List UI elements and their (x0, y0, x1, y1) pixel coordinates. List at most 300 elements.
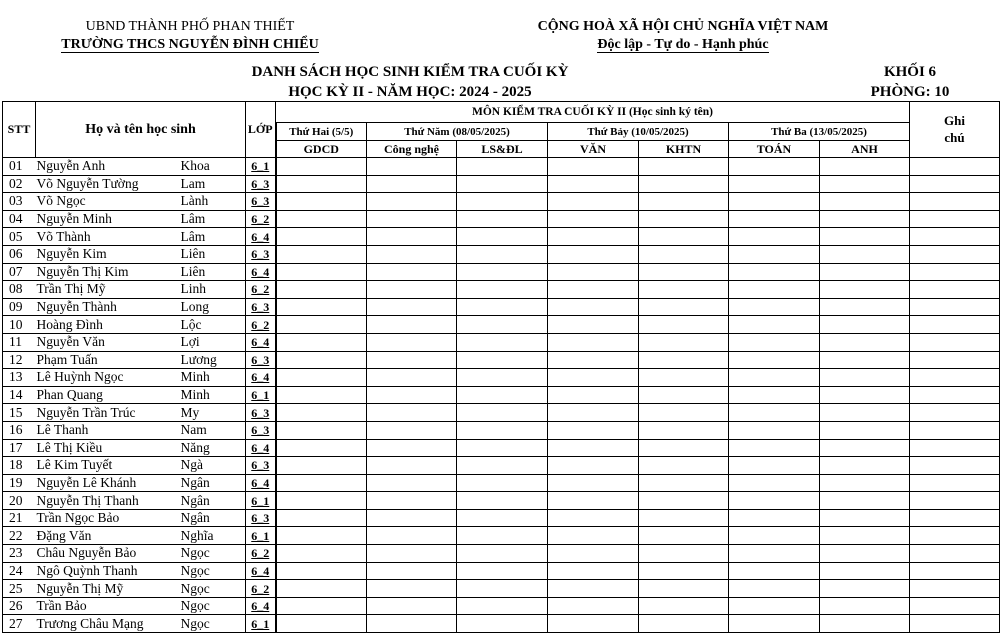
signature-cell[interactable] (276, 421, 367, 439)
signature-cell[interactable] (639, 527, 729, 545)
student-surname: Lê Thanh (36, 421, 181, 439)
signature-cell[interactable] (276, 404, 367, 422)
note-cell[interactable] (910, 263, 1000, 281)
student-given-name: Lương (181, 351, 246, 369)
student-surname: Lê Kim Tuyết (36, 457, 181, 475)
school-header (40, 18, 340, 54)
signature-cell[interactable] (820, 562, 910, 580)
signature-cell[interactable] (729, 421, 820, 439)
signature-cell[interactable] (367, 175, 457, 193)
signature-cell[interactable] (367, 562, 457, 580)
signature-cell[interactable] (276, 386, 367, 404)
signature-cell[interactable] (457, 527, 548, 545)
note-cell[interactable] (910, 228, 1000, 246)
signature-cell[interactable] (729, 439, 820, 457)
signature-cell[interactable] (276, 439, 367, 457)
note-cell[interactable] (910, 474, 1000, 492)
subject-header-khtn: KHTN (639, 141, 729, 158)
subject-header-gdcd: GDCD (276, 141, 367, 158)
signature-cell[interactable] (367, 404, 457, 422)
signature-cell[interactable] (457, 562, 548, 580)
signature-cell[interactable] (548, 210, 639, 228)
signature-cell[interactable] (367, 351, 457, 369)
signature-cell[interactable] (639, 562, 729, 580)
signature-cell[interactable] (639, 369, 729, 387)
signature-cell[interactable] (729, 281, 820, 299)
student-stt: 01 (3, 158, 36, 176)
day-header-thursday: Thứ Năm (08/05/2025) (367, 123, 548, 141)
signature-cell[interactable] (457, 386, 548, 404)
table-row (3, 245, 1000, 263)
student-class: 6_2 (246, 210, 276, 228)
signature-cell[interactable] (276, 351, 367, 369)
student-surname: Nguyễn Thị Thanh (36, 492, 181, 510)
table-row (3, 351, 1000, 369)
signature-cell[interactable] (276, 281, 367, 299)
signature-cell[interactable] (367, 369, 457, 387)
signature-cell[interactable] (276, 263, 367, 281)
note-cell[interactable] (910, 597, 1000, 615)
signature-cell[interactable] (276, 175, 367, 193)
signature-cell[interactable] (276, 474, 367, 492)
signature-cell[interactable] (548, 298, 639, 316)
signature-cell[interactable] (729, 545, 820, 563)
student-given-name: Lợi (181, 333, 246, 351)
signature-cell[interactable] (820, 193, 910, 211)
signature-cell[interactable] (729, 333, 820, 351)
signature-cell[interactable] (820, 386, 910, 404)
signature-cell[interactable] (548, 457, 639, 475)
note-cell[interactable] (910, 245, 1000, 263)
signature-cell[interactable] (548, 421, 639, 439)
student-class: 6_3 (246, 509, 276, 527)
table-row (3, 439, 1000, 457)
signature-cell[interactable] (548, 263, 639, 281)
signature-cell[interactable] (367, 281, 457, 299)
signature-cell[interactable] (729, 351, 820, 369)
signature-cell[interactable] (548, 474, 639, 492)
note-cell[interactable] (910, 193, 1000, 211)
signature-cell[interactable] (639, 615, 729, 633)
signature-cell[interactable] (820, 228, 910, 246)
signature-cell[interactable] (639, 351, 729, 369)
grade-room-block (855, 62, 965, 102)
signature-cell[interactable] (548, 509, 639, 527)
signature-cell[interactable] (639, 245, 729, 263)
signature-cell[interactable] (457, 210, 548, 228)
signature-cell[interactable] (729, 263, 820, 281)
note-cell[interactable] (910, 457, 1000, 475)
student-class: 6_4 (246, 597, 276, 615)
signature-cell[interactable] (367, 245, 457, 263)
note-cell[interactable] (910, 333, 1000, 351)
student-stt: 05 (3, 228, 36, 246)
signature-cell[interactable] (548, 316, 639, 334)
signature-cell[interactable] (820, 369, 910, 387)
signature-cell[interactable] (729, 580, 820, 598)
student-stt: 16 (3, 421, 36, 439)
signature-cell[interactable] (367, 457, 457, 475)
signature-cell[interactable] (729, 210, 820, 228)
note-cell[interactable] (910, 492, 1000, 510)
signature-cell[interactable] (820, 298, 910, 316)
signature-cell[interactable] (276, 245, 367, 263)
signature-cell[interactable] (367, 439, 457, 457)
student-class: 6_3 (246, 457, 276, 475)
signature-cell[interactable] (276, 333, 367, 351)
signature-cell[interactable] (820, 158, 910, 176)
note-cell[interactable] (910, 158, 1000, 176)
signature-cell[interactable] (457, 421, 548, 439)
student-given-name: Liên (181, 263, 246, 281)
signature-cell[interactable] (457, 580, 548, 598)
signature-cell[interactable] (820, 351, 910, 369)
signature-cell[interactable] (457, 333, 548, 351)
signature-cell[interactable] (729, 228, 820, 246)
signature-cell[interactable] (457, 509, 548, 527)
signature-cell[interactable] (367, 597, 457, 615)
student-stt: 24 (3, 562, 36, 580)
signature-cell[interactable] (367, 228, 457, 246)
signature-cell[interactable] (548, 386, 639, 404)
signature-cell[interactable] (276, 369, 367, 387)
note-cell[interactable] (910, 175, 1000, 193)
signature-cell[interactable] (729, 245, 820, 263)
signature-cell[interactable] (367, 298, 457, 316)
signature-cell[interactable] (457, 545, 548, 563)
signature-cell[interactable] (820, 316, 910, 334)
signature-cell[interactable] (820, 210, 910, 228)
student-given-name: Năng (181, 439, 246, 457)
signature-cell[interactable] (276, 615, 367, 633)
note-cell[interactable] (910, 545, 1000, 563)
signature-cell[interactable] (729, 474, 820, 492)
signature-cell[interactable] (639, 457, 729, 475)
signature-cell[interactable] (729, 369, 820, 387)
note-cell[interactable] (910, 527, 1000, 545)
signature-cell[interactable] (276, 527, 367, 545)
signature-cell[interactable] (820, 474, 910, 492)
student-stt: 27 (3, 615, 36, 633)
student-stt: 14 (3, 386, 36, 404)
signature-cell[interactable] (820, 404, 910, 422)
signature-cell[interactable] (457, 245, 548, 263)
signature-cell[interactable] (367, 509, 457, 527)
signature-cell[interactable] (457, 175, 548, 193)
signature-cell[interactable] (639, 386, 729, 404)
subject-header-cong-nghe: Công nghệ (367, 141, 457, 158)
signature-cell[interactable] (820, 545, 910, 563)
signature-cell[interactable] (457, 158, 548, 176)
student-class: 6_4 (246, 474, 276, 492)
signature-cell[interactable] (367, 333, 457, 351)
signature-cell[interactable] (276, 298, 367, 316)
document-title (180, 62, 640, 102)
signature-cell[interactable] (457, 457, 548, 475)
student-surname: Nguyễn Văn (36, 333, 181, 351)
subject-header-toan: TOÁN (729, 141, 820, 158)
signature-cell[interactable] (457, 404, 548, 422)
signature-cell[interactable] (820, 245, 910, 263)
signature-cell[interactable] (276, 580, 367, 598)
student-surname: Lê Huỳnh Ngọc (36, 369, 181, 387)
student-surname: Nguyễn Lê Khánh (36, 474, 181, 492)
student-stt: 08 (3, 281, 36, 299)
student-surname: Trần Thị Mỹ (36, 281, 181, 299)
table-row (3, 228, 1000, 246)
signature-cell[interactable] (729, 175, 820, 193)
note-cell[interactable] (910, 298, 1000, 316)
signature-cell[interactable] (729, 316, 820, 334)
student-table (2, 101, 1000, 633)
signature-cell[interactable] (548, 351, 639, 369)
note-cell[interactable] (910, 386, 1000, 404)
signature-cell[interactable] (548, 562, 639, 580)
signature-cell[interactable] (639, 580, 729, 598)
signature-cell[interactable] (639, 298, 729, 316)
signature-cell[interactable] (367, 492, 457, 510)
signature-cell[interactable] (276, 193, 367, 211)
signature-cell[interactable] (548, 175, 639, 193)
signature-cell[interactable] (820, 492, 910, 510)
signature-cell[interactable] (548, 492, 639, 510)
signature-cell[interactable] (276, 457, 367, 475)
signature-cell[interactable] (367, 158, 457, 176)
note-cell[interactable] (910, 421, 1000, 439)
signature-cell[interactable] (729, 193, 820, 211)
signature-cell[interactable] (457, 369, 548, 387)
signature-cell[interactable] (367, 527, 457, 545)
signature-cell[interactable] (367, 193, 457, 211)
student-stt: 04 (3, 210, 36, 228)
signature-cell[interactable] (367, 474, 457, 492)
student-stt: 03 (3, 193, 36, 211)
signature-cell[interactable] (820, 175, 910, 193)
student-class: 6_4 (246, 439, 276, 457)
student-given-name: Ngân (181, 474, 246, 492)
table-row (3, 580, 1000, 598)
note-cell[interactable] (910, 369, 1000, 387)
signature-cell[interactable] (548, 527, 639, 545)
signature-cell[interactable] (367, 263, 457, 281)
signature-cell[interactable] (729, 509, 820, 527)
signature-cell[interactable] (729, 158, 820, 176)
day-header-saturday: Thứ Bảy (10/05/2025) (548, 123, 729, 141)
note-cell[interactable] (910, 351, 1000, 369)
table-row (3, 386, 1000, 404)
table-row (3, 369, 1000, 387)
student-class: 6_4 (246, 228, 276, 246)
signature-cell[interactable] (457, 228, 548, 246)
signature-cell[interactable] (729, 404, 820, 422)
grade-label: KHỐI 6 (883, 64, 937, 80)
signature-cell[interactable] (276, 597, 367, 615)
student-stt: 13 (3, 369, 36, 387)
signature-cell[interactable] (367, 615, 457, 633)
signature-cell[interactable] (276, 509, 367, 527)
signature-cell[interactable] (639, 175, 729, 193)
student-given-name: Khoa (181, 158, 246, 176)
signature-cell[interactable] (639, 228, 729, 246)
signature-cell[interactable] (548, 158, 639, 176)
student-stt: 11 (3, 333, 36, 351)
student-stt: 23 (3, 545, 36, 563)
signature-cell[interactable] (820, 263, 910, 281)
student-class: 6_3 (246, 421, 276, 439)
signature-cell[interactable] (820, 509, 910, 527)
table-row (3, 527, 1000, 545)
signature-cell[interactable] (820, 333, 910, 351)
subject-header-anh: ANH (820, 141, 910, 158)
student-surname: Nguyễn Minh (36, 210, 181, 228)
note-cell[interactable] (910, 562, 1000, 580)
signature-cell[interactable] (729, 562, 820, 580)
student-surname: Võ Thành (36, 228, 181, 246)
signature-cell[interactable] (820, 615, 910, 633)
note-cell[interactable] (910, 580, 1000, 598)
signature-cell[interactable] (820, 281, 910, 299)
signature-cell[interactable] (639, 316, 729, 334)
col-header-class: LỚP (246, 102, 276, 158)
signature-cell[interactable] (639, 421, 729, 439)
signature-cell[interactable] (639, 404, 729, 422)
signature-cell[interactable] (820, 439, 910, 457)
student-class: 6_3 (246, 193, 276, 211)
student-stt: 20 (3, 492, 36, 510)
signature-cell[interactable] (639, 333, 729, 351)
signature-cell[interactable] (276, 158, 367, 176)
signature-cell[interactable] (367, 580, 457, 598)
student-given-name: Minh (181, 386, 246, 404)
signature-cell[interactable] (820, 527, 910, 545)
signature-cell[interactable] (548, 580, 639, 598)
signature-cell[interactable] (548, 404, 639, 422)
student-given-name: Lành (181, 193, 246, 211)
signature-cell[interactable] (639, 474, 729, 492)
student-surname: Nguyễn Kim (36, 245, 181, 263)
signature-cell[interactable] (729, 386, 820, 404)
signature-cell[interactable] (548, 369, 639, 387)
student-given-name: Ngà (181, 457, 246, 475)
student-class: 6_2 (246, 580, 276, 598)
signature-cell[interactable] (276, 210, 367, 228)
signature-cell[interactable] (639, 193, 729, 211)
student-class: 6_4 (246, 333, 276, 351)
signature-cell[interactable] (548, 193, 639, 211)
note-cell[interactable] (910, 439, 1000, 457)
table-row (3, 175, 1000, 193)
signature-cell[interactable] (729, 298, 820, 316)
signature-cell[interactable] (457, 439, 548, 457)
signature-cell[interactable] (639, 545, 729, 563)
signature-cell[interactable] (548, 545, 639, 563)
day-header-tuesday: Thứ Ba (13/05/2025) (729, 123, 910, 141)
signature-cell[interactable] (367, 316, 457, 334)
signature-cell[interactable] (276, 316, 367, 334)
signature-cell[interactable] (457, 281, 548, 299)
note-cell[interactable] (910, 316, 1000, 334)
student-stt: 21 (3, 509, 36, 527)
note-cell[interactable] (910, 615, 1000, 633)
student-class: 6_1 (246, 615, 276, 633)
signature-cell[interactable] (729, 492, 820, 510)
signature-cell[interactable] (367, 386, 457, 404)
signature-cell[interactable] (820, 597, 910, 615)
note-cell[interactable] (910, 281, 1000, 299)
signature-cell[interactable] (548, 597, 639, 615)
signature-cell[interactable] (548, 245, 639, 263)
signature-cell[interactable] (639, 210, 729, 228)
org-name: UBND THÀNH PHỐ PHAN THIẾT (85, 19, 295, 34)
signature-cell[interactable] (639, 439, 729, 457)
student-class: 6_3 (246, 298, 276, 316)
signature-cell[interactable] (639, 509, 729, 527)
signature-cell[interactable] (548, 333, 639, 351)
signature-cell[interactable] (820, 457, 910, 475)
signature-cell[interactable] (367, 210, 457, 228)
signature-cell[interactable] (639, 158, 729, 176)
signature-cell[interactable] (457, 193, 548, 211)
signature-cell[interactable] (548, 439, 639, 457)
signature-cell[interactable] (820, 421, 910, 439)
table-row (3, 263, 1000, 281)
signature-cell[interactable] (367, 545, 457, 563)
note-cell[interactable] (910, 404, 1000, 422)
signature-cell[interactable] (276, 492, 367, 510)
student-given-name: Lộc (181, 316, 246, 334)
table-row (3, 562, 1000, 580)
signature-cell[interactable] (639, 281, 729, 299)
student-surname: Phan Quang (36, 386, 181, 404)
table-row (3, 509, 1000, 527)
signature-cell[interactable] (729, 615, 820, 633)
student-class: 6_1 (246, 527, 276, 545)
signature-cell[interactable] (729, 597, 820, 615)
signature-cell[interactable] (457, 615, 548, 633)
signature-cell[interactable] (276, 228, 367, 246)
signature-cell[interactable] (729, 527, 820, 545)
signature-cell[interactable] (457, 474, 548, 492)
signature-cell[interactable] (276, 545, 367, 563)
signature-cell[interactable] (548, 615, 639, 633)
student-surname: Lê Thị Kiều (36, 439, 181, 457)
signature-cell[interactable] (639, 492, 729, 510)
signature-cell[interactable] (457, 492, 548, 510)
page-subtitle: HỌC KỲ II - NĂM HỌC: 2024 - 2025 (288, 84, 532, 100)
signature-cell[interactable] (457, 316, 548, 334)
table-row (3, 333, 1000, 351)
note-cell[interactable] (910, 210, 1000, 228)
signature-cell[interactable] (457, 298, 548, 316)
signature-cell[interactable] (729, 457, 820, 475)
signature-cell[interactable] (457, 597, 548, 615)
table-row (3, 545, 1000, 563)
signature-cell[interactable] (367, 421, 457, 439)
student-surname: Nguyễn Trần Trúc (36, 404, 181, 422)
signature-cell[interactable] (820, 580, 910, 598)
col-header-subjects: MÔN KIỂM TRA CUỐI KỲ II (Học sinh ký tên) (276, 102, 910, 123)
signature-cell[interactable] (548, 228, 639, 246)
signature-cell[interactable] (457, 351, 548, 369)
note-cell[interactable] (910, 509, 1000, 527)
signature-cell[interactable] (276, 562, 367, 580)
signature-cell[interactable] (548, 281, 639, 299)
page-title: DANH SÁCH HỌC SINH KIỂM TRA CUỐI KỲ (251, 64, 569, 80)
signature-cell[interactable] (457, 263, 548, 281)
student-given-name: Lâm (181, 228, 246, 246)
signature-cell[interactable] (639, 597, 729, 615)
signature-cell[interactable] (639, 263, 729, 281)
